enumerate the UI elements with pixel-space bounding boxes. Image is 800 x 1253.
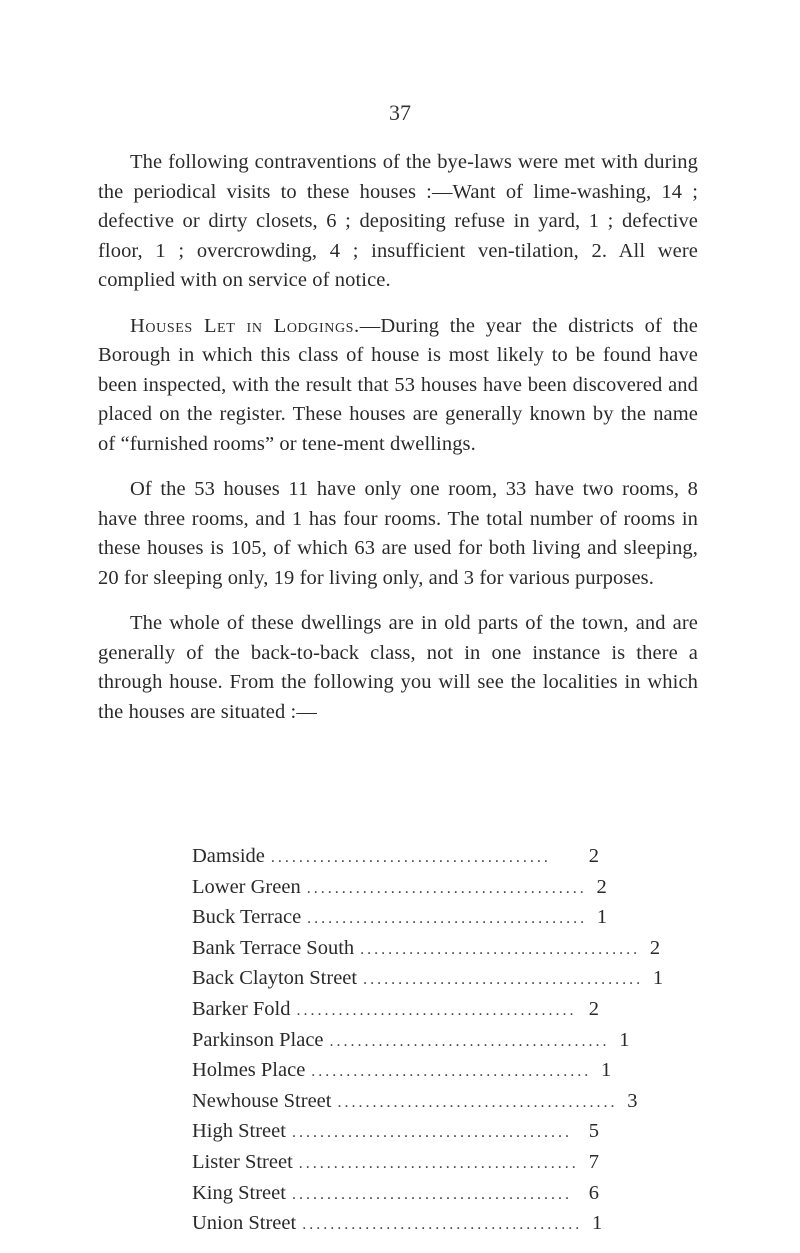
locality-row <box>192 873 607 904</box>
locality-count: 1 <box>601 1059 612 1082</box>
locality-count: 1 <box>591 1212 603 1235</box>
dot-leader: ........................................ <box>291 1185 572 1203</box>
locality-count: 7 <box>588 1150 599 1173</box>
paragraph-text: —During the year the districts of the Borough in which this class of house is most likely to be found have been inspected, with the result that 53 houses have been discovered and placed on the register. These houses are generally known by the name of “furnished rooms” or tene-ment dwellings. <box>98 314 698 455</box>
locality-row <box>192 1179 599 1210</box>
dot-leader: ........................................ <box>311 1063 592 1081</box>
paragraph-lodgings <box>98 312 698 460</box>
paragraph-text: Of the 53 houses 11 have only one room, 33 have two rooms, 8 have three rooms, and 1 has four rooms. The total number of rooms in these houses is 105, of which 63 are used for both living and sleeping, 20 for sleeping only, 19 for living only, and 3 for various purposes. <box>98 478 698 589</box>
dot-leader: ........................................ <box>307 910 588 928</box>
locality-row <box>192 1148 599 1179</box>
dot-leader: ........................................ <box>302 1216 583 1234</box>
locality-row <box>192 964 664 995</box>
locality-name: Holmes Place <box>192 1059 306 1082</box>
locality-name: King Street <box>192 1181 286 1204</box>
locality-count: 5 <box>588 1120 599 1143</box>
locality-count: 2 <box>588 997 599 1020</box>
dot-leader: ........................................ <box>360 940 641 958</box>
paragraph-contraventions <box>98 148 698 296</box>
dot-leader: ........................................ <box>298 1154 579 1172</box>
dot-leader: ........................................ <box>306 879 587 897</box>
locality-count: 3 <box>627 1089 638 1112</box>
locality-row <box>192 1056 612 1087</box>
locality-name: Newhouse Street <box>192 1089 332 1112</box>
locality-name: Bank Terrace South <box>192 936 355 959</box>
dot-leader: ........................................ <box>329 1032 610 1050</box>
paragraph-rooms <box>98 475 698 593</box>
localities-list <box>192 842 664 1240</box>
locality-name: Damside <box>192 845 265 867</box>
dot-leader: ........................................ <box>363 971 644 989</box>
locality-name: High Street <box>192 1120 286 1143</box>
locality-row <box>192 842 599 873</box>
paragraph-dwellings <box>98 609 698 727</box>
locality-count: 1 <box>652 967 664 990</box>
paragraph-text: The whole of these dwellings are in old parts of the town, and are generally of the back-to-back class, not in one instance is there a through house. From the following you will see the localities in which the houses are situated :— <box>98 612 698 723</box>
locality-name: Union Street <box>192 1212 297 1235</box>
paragraph-text: The following contraventions of the bye-laws were met with during the periodical visits to these houses :—Want of lime-washing, 14 ; defective or dirty closets, 6 ; depositing refuse in yard, 1 ; defective floor, 1 ; overcrowding, 4 ; insufficient ven-tilation, 2. All were complied with on service of notice. <box>98 151 698 291</box>
locality-row <box>192 1209 603 1240</box>
locality-name: Lister Street <box>192 1150 293 1173</box>
locality-name: Barker Fold <box>192 997 291 1020</box>
locality-row <box>192 1026 630 1057</box>
locality-name: Lower Green <box>192 875 301 898</box>
dot-leader: ........................................ <box>291 1124 572 1142</box>
locality-name: Parkinson Place <box>192 1028 324 1051</box>
locality-count: 1 <box>596 906 608 929</box>
dot-leader: ........................................ <box>270 849 551 866</box>
locality-count: 6 <box>588 1181 599 1204</box>
page-number: 37 <box>389 100 411 125</box>
locality-count: 2 <box>588 845 599 867</box>
dot-leader: ........................................ <box>337 1093 618 1111</box>
locality-name: Buck Terrace <box>192 906 302 929</box>
locality-row <box>192 1117 599 1148</box>
locality-row <box>192 903 608 934</box>
locality-count: 2 <box>649 936 661 959</box>
locality-row <box>192 934 661 965</box>
dot-leader: ........................................ <box>296 1001 577 1019</box>
body-text <box>98 148 698 743</box>
section-heading: Houses Let in Lodgings. <box>130 314 360 337</box>
locality-count: 2 <box>596 875 607 898</box>
locality-name: Back Clayton Street <box>192 967 358 990</box>
locality-count: 1 <box>619 1028 630 1051</box>
locality-row <box>192 995 599 1026</box>
locality-row <box>192 1087 638 1118</box>
